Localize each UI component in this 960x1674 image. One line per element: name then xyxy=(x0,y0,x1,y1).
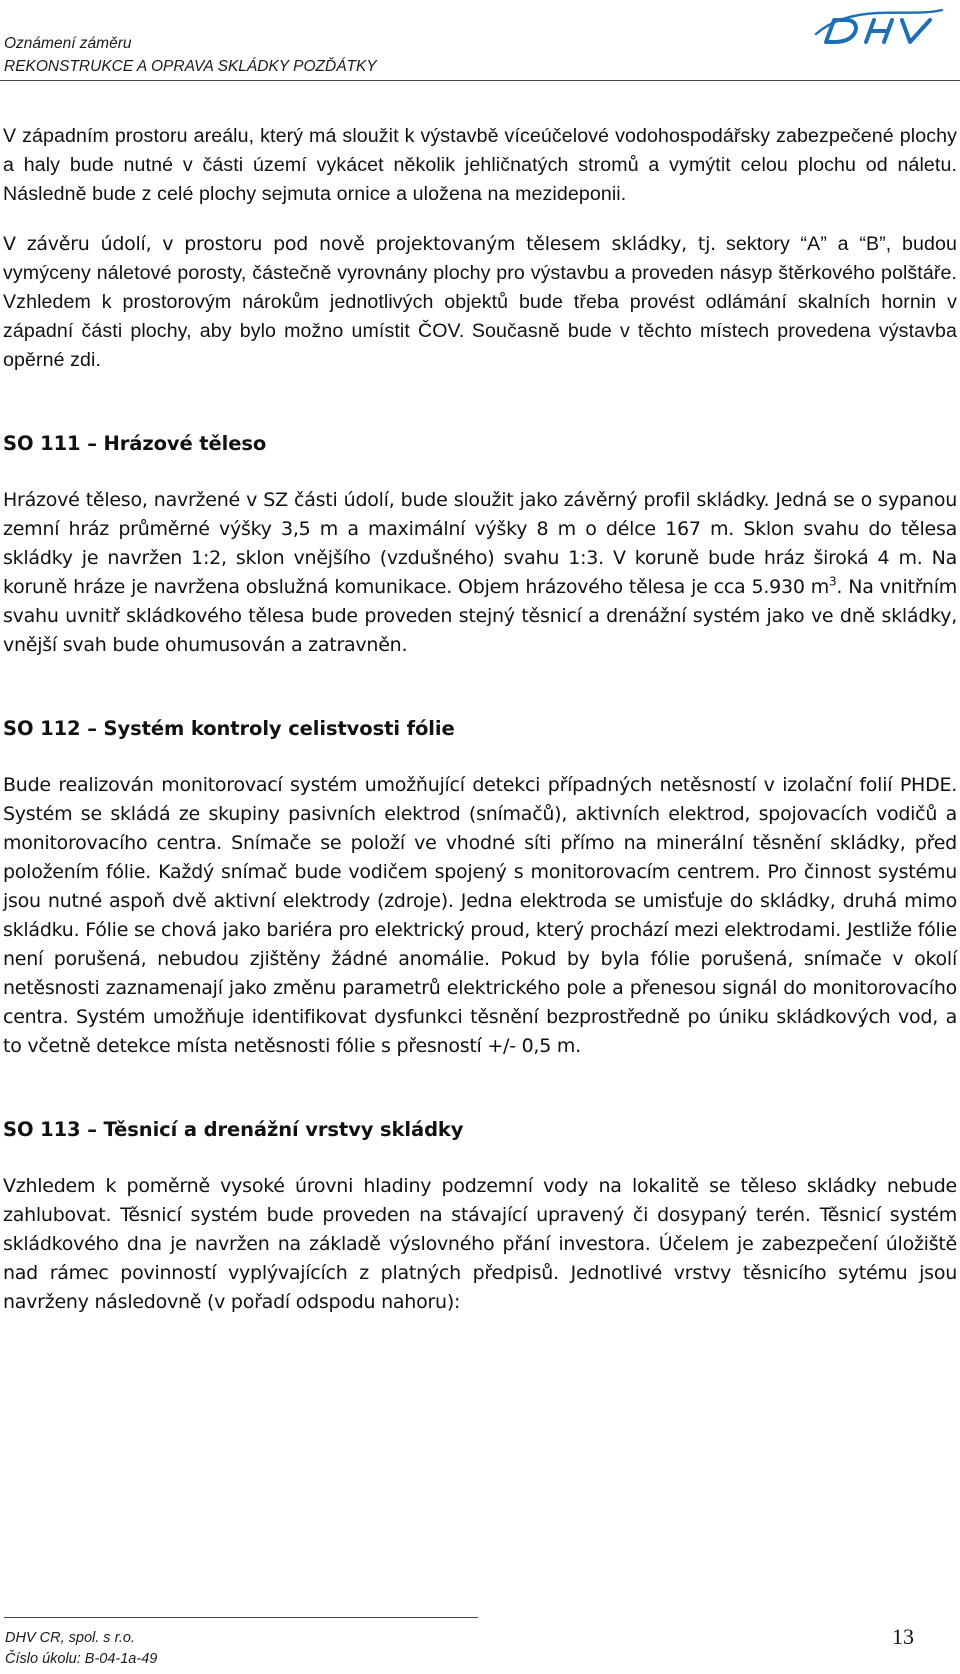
intro-p2-part-c: Vzhledem k prostorovým nárokům jednotlivých objektů bude třeba provést odlámání skalních hornin v západní části plochy, aby bylo možno umístit ČOV. xyxy=(3,291,957,342)
intro-p2-part-d: Současně bude v těchto místech provedena výstavba opěrné zdi. xyxy=(3,320,957,371)
so113-heading: SO 113 – Těsnicí a drenážní vrstvy skládky xyxy=(3,1118,464,1141)
header-divider xyxy=(0,80,960,81)
so111-paragraph xyxy=(3,486,957,660)
so111-heading: SO 111 – Hrázové těleso xyxy=(3,432,267,455)
dhv-logo xyxy=(808,4,948,48)
intro-paragraph-2 xyxy=(3,230,957,375)
footer-task-number: Číslo úkolu: B-04-1a-49 xyxy=(5,1651,158,1667)
header-text xyxy=(4,32,377,78)
intro-p2-part-a: V závěru údolí, v prostoru pod nově projektovaným tělesem skládky, tj. xyxy=(3,233,716,255)
footer-divider xyxy=(4,1617,478,1618)
page-number: 13 xyxy=(892,1624,914,1649)
so111-text-a: Hrázové těleso, navržené v SZ části údolí, bude sloužit jako závěrný profil skládky. Jedná se o sypanou zemní hráz průměrné výšky 3,5 m a maximální výšky 8 m o délce 167 m. Sklon svahu do tělesa skládky je navržen 1:2, sklon vnějšího (vzdušného) svahu 1:3. V koruně bude hráz široká 4 m. Na koruně hráze je navržena obslužná komunikace. Objem hrázového tělesa je cca 5.930 m xyxy=(3,489,957,598)
document-body xyxy=(3,122,957,1317)
header-project-title: REKONSTRUKCE A OPRAVA SKLÁDKY POZĎÁTKY xyxy=(4,58,377,75)
intro-p2-part-b: sektory “A” a “B”, budou vymýceny náletové porosty, částečně vyrovnány plochy pro výstavbu a proveden násyp štěrkového polštáře. xyxy=(3,233,957,284)
footer-company: DHV CR, spol. s r.o. xyxy=(5,1630,135,1646)
so113-paragraph: Vzhledem k poměrně vysoké úrovni hladiny podzemní vody na lokalitě se těleso skládky nebude zahlubovat. Těsnicí systém bude proveden na stávající upravený či dosypaný terén. Těsnicí systém skládkového dna je navržen na základě výslovného přání investora. Účelem je zabezpečení úložiště nad rámec povinností vyplývajících z platných předpisů. Jednotlivé vrstvy těsnicího sytému jsou navrženy následovně (v pořadí odspodu nahoru): xyxy=(3,1175,957,1313)
page-header xyxy=(0,0,960,82)
so111-superscript: 3 xyxy=(829,574,837,589)
page-footer xyxy=(5,1628,157,1670)
header-document-type: Oznámení záměru xyxy=(4,35,132,52)
so112-paragraph: Bude realizován monitorovací systém umožňující detekci případných netěsností v izolační folií PHDE. Systém se skládá ze skupiny pasivních elektrod (snímačů), aktivních elektrod, spojovacích vodičů a monitorovacího centra. Snímače se položí ve vhodné síti přímo na minerální těsnění skládky, před položením fólie. Každý snímač bude vodičem spojený s monitorovacím centrem. Pro činnost systému jsou nutné aspoň dvě aktivní elektrody (zdroje). Jedna elektroda se umisťuje do skládky, druhá mimo skládku. Fólie se chová jako bariéra pro elektrický proud, který prochází mezi elektrodami. Jestliže fólie není porušená, nebudou zjištěny žádné anomálie. Pokud by byla fólie porušená, snímače v okolí netěsnosti zaznamenají jako změnu parametrů elektrického pole a přenesou signál do monitorovacího centra. Systém umožňuje identifikovat dysfunkci těsnění bezprostředně po úniku skládkových vod, a to včetně detekce místa netěsnosti fólie s přesností +/- 0,5 m. xyxy=(3,774,957,1057)
intro-paragraph-1: V západním prostoru areálu, který má sloužit k výstavbě víceúčelové vodohospodářsky zabezpečené plochy a haly bude nutné v části území vykácet několik jehličnatých stromů a vymýtit celou plochu od náletu. Následně bude z celé plochy sejmuta ornice a uložena na mezideponii. xyxy=(3,125,957,205)
so111-text-b: . Na vnitřním svahu uvnitř skládkového tělesa bude proveden stejný těsnicí a drenážní systém jako ve dně skládky, vnější svah bude ohumusován a zatravněn. xyxy=(3,576,958,656)
so112-heading: SO 112 – Systém kontroly celistvosti fólie xyxy=(3,717,455,740)
